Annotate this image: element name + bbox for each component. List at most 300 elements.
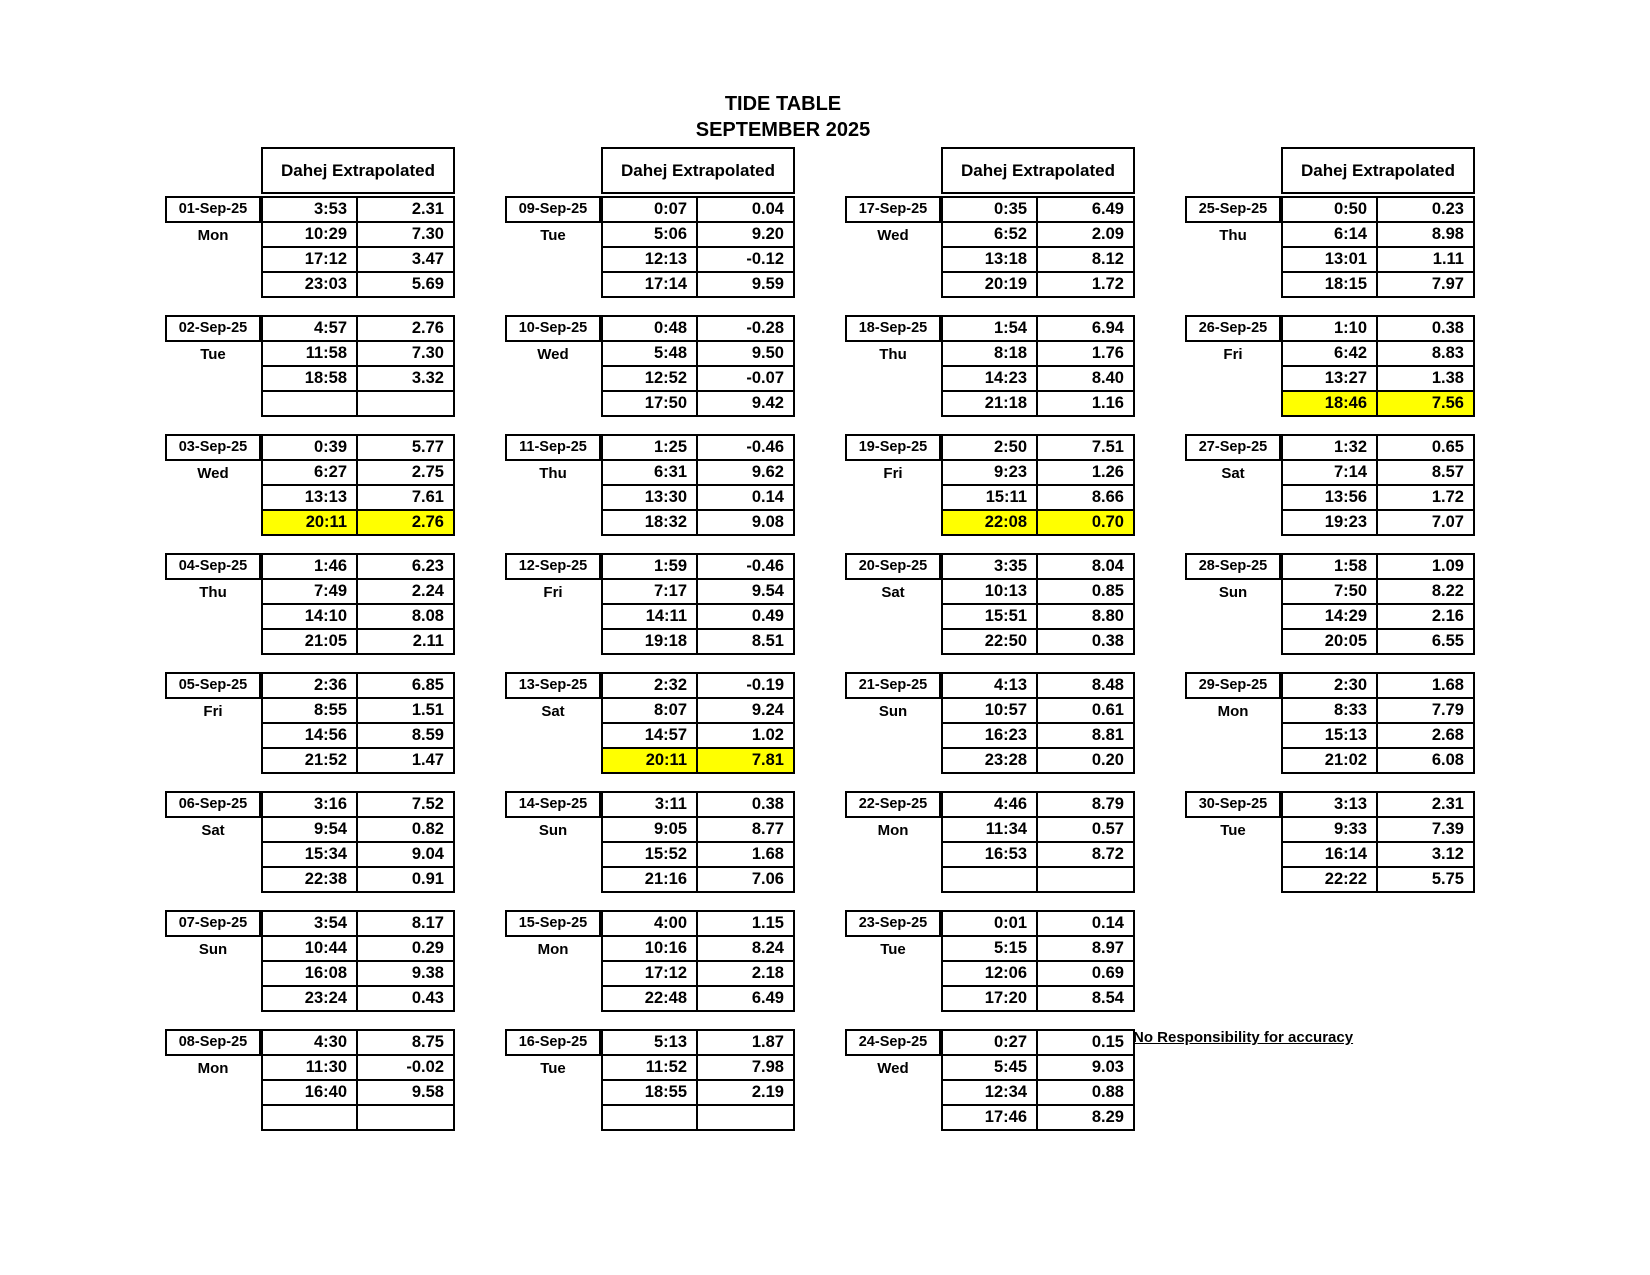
tide-height [356,1104,455,1131]
tide-rows [261,315,455,417]
tide-row [261,390,455,417]
tide-height: 6.23 [356,553,455,580]
day-label-column [845,196,941,298]
tide-row [941,747,1135,774]
tide-row [261,1104,455,1131]
day-label-column [845,672,941,774]
tide-row [261,985,455,1012]
weekday-label: Wed [877,1060,909,1077]
tide-height: 2.68 [1376,722,1475,749]
tide-row [941,985,1135,1012]
weekday-label: Mon [197,227,229,244]
tide-time: 23:24 [261,985,358,1012]
tide-height: 8.40 [1036,365,1135,392]
tide-time: 16:08 [261,960,358,987]
tide-time: 17:12 [261,246,358,273]
tide-row [941,960,1135,987]
tide-height [356,390,455,417]
day-block [1185,553,1475,655]
tide-row [261,578,455,605]
tide-height: -0.46 [696,434,795,461]
weekday-label: Sat [1221,465,1245,482]
tide-height: 1.11 [1376,246,1475,273]
tide-height: -0.07 [696,365,795,392]
tide-height: 2.75 [356,459,455,486]
tide-row [601,509,795,536]
weekday-label: Tue [540,1060,566,1077]
tide-row [1281,434,1475,461]
weekday-label: Sat [881,584,905,601]
tide-height: 1.15 [696,910,795,937]
tide-columns [165,147,1475,1148]
tide-time: 18:15 [1281,271,1378,298]
day-block [165,434,455,536]
tide-height: -0.19 [696,672,795,699]
weekday-label: Wed [197,465,229,482]
tide-row [601,628,795,655]
tide-row [1281,246,1475,273]
day-label-column [505,1029,601,1131]
title-line-2: SEPTEMBER 2025 [695,119,871,141]
tide-row [601,866,795,893]
day-label-column [165,791,261,893]
tide-time [601,1104,698,1131]
tide-row [261,365,455,392]
tide-row [261,271,455,298]
tide-height: 0.65 [1376,434,1475,461]
tide-time [261,1104,358,1131]
tide-time: 9:54 [261,816,358,843]
tide-row [261,722,455,749]
day-label-column [165,672,261,774]
tide-time: 5:48 [601,340,698,367]
tide-time: 22:48 [601,985,698,1012]
tide-height: 8.72 [1036,841,1135,868]
tide-height: 7.30 [356,221,455,248]
tide-time: 20:11 [261,509,358,536]
tide-time: 8:33 [1281,697,1378,724]
tide-row [1281,791,1475,818]
tide-rows [941,196,1135,298]
tide-time: 1:59 [601,553,698,580]
tide-height: 7.30 [356,340,455,367]
tide-rows [601,315,795,417]
tide-time: 5:45 [941,1054,1038,1081]
tide-time: 15:34 [261,841,358,868]
tide-time: 16:53 [941,841,1038,868]
tide-time: 7:50 [1281,578,1378,605]
tide-row [941,841,1135,868]
tide-row [1281,722,1475,749]
tide-time: 14:57 [601,722,698,749]
tide-rows [1281,434,1475,536]
date-label: 25-Sep-25 [1185,196,1281,223]
tide-row [601,1079,795,1106]
tide-row [941,1104,1135,1131]
tide-row [261,315,455,342]
weekday-label: Sun [198,941,228,958]
weekday-label: Mon [877,822,909,839]
tide-time: 0:07 [601,196,698,223]
tide-height: 3.12 [1376,841,1475,868]
tide-height: 8.66 [1036,484,1135,511]
tide-height: 7.61 [356,484,455,511]
date-label: 20-Sep-25 [845,553,941,580]
tide-height: 8.17 [356,910,455,937]
station-header [261,147,455,194]
date-label: 17-Sep-25 [845,196,941,223]
tide-row [941,459,1135,486]
tide-height: 8.80 [1036,603,1135,630]
tide-rows [261,1029,455,1131]
tide-time: 14:29 [1281,603,1378,630]
tide-row [941,866,1135,893]
date-label: 27-Sep-25 [1185,434,1281,461]
tide-height: 8.24 [696,935,795,962]
tide-height: 2.11 [356,628,455,655]
day-label-column [1185,196,1281,298]
date-label: 10-Sep-25 [505,315,601,342]
tide-row [941,484,1135,511]
weekday-label: Tue [200,346,226,363]
day-label-column [845,315,941,417]
day-block [1185,672,1475,774]
station-header-label: Dahej Extrapolated [621,160,775,180]
tide-column [505,147,795,1148]
tide-column [1185,147,1475,1148]
day-label-column [845,553,941,655]
tide-row [261,816,455,843]
day-block [505,434,795,536]
day-label-column [845,910,941,1012]
tide-row [601,672,795,699]
tide-height: 8.12 [1036,246,1135,273]
tide-time: 10:13 [941,578,1038,605]
tide-height: 9.20 [696,221,795,248]
day-block [165,315,455,417]
tide-height: 1.51 [356,697,455,724]
tide-rows [601,434,795,536]
tide-row [261,672,455,699]
tide-rows [941,910,1135,1012]
day-block [1185,434,1475,536]
tide-row [1281,697,1475,724]
tide-row [1281,816,1475,843]
tide-time: 23:03 [261,271,358,298]
tide-rows [941,672,1135,774]
tide-row [601,434,795,461]
tide-time: 0:48 [601,315,698,342]
weekday-label: Tue [1220,822,1246,839]
date-label: 08-Sep-25 [165,1029,261,1056]
day-block [165,196,455,298]
tide-height: 2.09 [1036,221,1135,248]
tide-rows [1281,791,1475,893]
tide-height: 9.62 [696,459,795,486]
tide-time: 18:58 [261,365,358,392]
tide-row [941,672,1135,699]
tide-row [941,910,1135,937]
tide-rows [1281,196,1475,298]
tide-row [261,1079,455,1106]
tide-row [941,271,1135,298]
date-label: 24-Sep-25 [845,1029,941,1056]
tide-height: 8.97 [1036,935,1135,962]
tide-row [601,390,795,417]
day-block [505,196,795,298]
day-label-column [1185,791,1281,893]
tide-time: 7:14 [1281,459,1378,486]
tide-row [601,791,795,818]
tide-height: 8.98 [1376,221,1475,248]
tide-time: 8:55 [261,697,358,724]
weekday-label: Sun [878,703,908,720]
tide-time: 10:44 [261,935,358,962]
tide-row [601,1054,795,1081]
tide-row [1281,578,1475,605]
day-label-column [165,553,261,655]
date-label: 13-Sep-25 [505,672,601,699]
tide-row [1281,390,1475,417]
tide-row [941,365,1135,392]
date-label: 21-Sep-25 [845,672,941,699]
tide-height: 3.47 [356,246,455,273]
tide-row [601,1029,795,1056]
date-label: 19-Sep-25 [845,434,941,461]
tide-time: 9:23 [941,459,1038,486]
day-block [505,672,795,774]
tide-time: 17:20 [941,985,1038,1012]
tide-row [601,246,795,273]
tide-row [1281,509,1475,536]
tide-time: 13:18 [941,246,1038,273]
tide-time: 13:01 [1281,246,1378,273]
tide-height: 9.50 [696,340,795,367]
tide-time: 3:11 [601,791,698,818]
tide-height: 0.20 [1036,747,1135,774]
tide-height: 9.08 [696,509,795,536]
day-label-column [1185,553,1281,655]
tide-row [1281,672,1475,699]
date-label: 26-Sep-25 [1185,315,1281,342]
tide-height: -0.02 [356,1054,455,1081]
tide-row [601,578,795,605]
tide-height: 2.31 [356,196,455,223]
day-block [165,553,455,655]
date-label: 29-Sep-25 [1185,672,1281,699]
tide-height: 5.77 [356,434,455,461]
tide-height: 3.32 [356,365,455,392]
tide-time: 21:18 [941,390,1038,417]
tide-time: 3:16 [261,791,358,818]
tide-time: 23:28 [941,747,1038,774]
tide-time: 6:31 [601,459,698,486]
tide-row [1281,841,1475,868]
tide-height: 9.03 [1036,1054,1135,1081]
tide-height: 1.68 [696,841,795,868]
tide-row [941,196,1135,223]
day-block [845,196,1135,298]
tide-time: 18:32 [601,509,698,536]
tide-row [261,246,455,273]
tide-time: 0:39 [261,434,358,461]
tide-height: 7.06 [696,866,795,893]
weekday-label: Sat [201,822,225,839]
tide-time: 12:52 [601,365,698,392]
tide-height: 0.29 [356,935,455,962]
tide-row [1281,603,1475,630]
tide-time: 17:46 [941,1104,1038,1131]
tide-time: 9:33 [1281,816,1378,843]
tide-height: 1.87 [696,1029,795,1056]
tide-time: 12:34 [941,1079,1038,1106]
tide-time: 8:18 [941,340,1038,367]
tide-row [601,221,795,248]
tide-row [601,747,795,774]
tide-height: 8.08 [356,603,455,630]
tide-height: 1.76 [1036,340,1135,367]
tide-time: 9:05 [601,816,698,843]
tide-time: 11:34 [941,816,1038,843]
tide-time: 19:18 [601,628,698,655]
tide-height: 0.23 [1376,196,1475,223]
date-label: 23-Sep-25 [845,910,941,937]
tide-row [261,221,455,248]
day-label-column [505,910,601,1012]
tide-height: 9.58 [356,1079,455,1106]
tide-row [941,722,1135,749]
tide-time: 1:25 [601,434,698,461]
tide-rows [261,672,455,774]
date-label: 14-Sep-25 [505,791,601,818]
tide-height: 8.79 [1036,791,1135,818]
weekday-label: Tue [880,941,906,958]
tide-height: 5.69 [356,271,455,298]
tide-height: 0.69 [1036,960,1135,987]
tide-time: 0:35 [941,196,1038,223]
tide-height: 0.38 [1036,628,1135,655]
tide-row [261,747,455,774]
tide-time: 13:30 [601,484,698,511]
tide-time: 10:29 [261,221,358,248]
tide-row [601,484,795,511]
weekday-label: Mon [537,941,569,958]
tide-row [941,434,1135,461]
date-label: 18-Sep-25 [845,315,941,342]
tide-row [941,315,1135,342]
date-label: 01-Sep-25 [165,196,261,223]
tide-height: 9.04 [356,841,455,868]
tide-time: 14:23 [941,365,1038,392]
tide-height: 7.39 [1376,816,1475,843]
day-block [845,910,1135,1012]
tide-row [601,459,795,486]
tide-time: 11:30 [261,1054,358,1081]
tide-height: 2.76 [356,509,455,536]
tide-time: 0:50 [1281,196,1378,223]
tide-rows [941,1029,1135,1131]
tide-height: 8.29 [1036,1104,1135,1131]
tide-height: 6.08 [1376,747,1475,774]
tide-row [261,935,455,962]
tide-time: 13:56 [1281,484,1378,511]
tide-time: 2:50 [941,434,1038,461]
tide-time: 6:27 [261,459,358,486]
tide-rows [601,672,795,774]
tide-rows [1281,315,1475,417]
weekday-label: Mon [197,1060,229,1077]
day-label-column [845,434,941,536]
weekday-label: Sun [1218,584,1248,601]
station-header-label: Dahej Extrapolated [281,160,435,180]
day-block [165,672,455,774]
weekday-label: Sun [538,822,568,839]
tide-row [261,910,455,937]
tide-column [845,147,1135,1148]
tide-time: 5:13 [601,1029,698,1056]
tide-time: 11:52 [601,1054,698,1081]
tide-rows [601,1029,795,1131]
day-block [505,910,795,1012]
day-label-column [845,791,941,893]
tide-time: 1:10 [1281,315,1378,342]
tide-height: 2.24 [356,578,455,605]
tide-height: 8.57 [1376,459,1475,486]
tide-height: 8.48 [1036,672,1135,699]
tide-height: 1.68 [1376,672,1475,699]
tide-height: 0.14 [1036,910,1135,937]
tide-rows [261,196,455,298]
tide-row [601,315,795,342]
tide-row [601,722,795,749]
day-block [845,1029,1135,1131]
tide-row [1281,553,1475,580]
tide-time: 8:07 [601,697,698,724]
tide-rows [1281,672,1475,774]
tide-height: 6.49 [1036,196,1135,223]
tide-time: 20:19 [941,271,1038,298]
tide-row [1281,315,1475,342]
tide-row [261,960,455,987]
tide-height [1036,866,1135,893]
day-label-column [1185,672,1281,774]
tide-height: 0.82 [356,816,455,843]
tide-height: 2.16 [1376,603,1475,630]
tide-height: 7.51 [1036,434,1135,461]
tide-time: 13:13 [261,484,358,511]
weekday-label: Tue [540,227,566,244]
tide-rows [601,553,795,655]
tide-time [941,866,1038,893]
tide-height: 9.42 [696,390,795,417]
weekday-label: Fri [1223,346,1243,363]
day-block [165,1029,455,1131]
tide-row [261,791,455,818]
day-label-column [845,1029,941,1131]
day-label-column [505,791,601,893]
tide-height: 8.51 [696,628,795,655]
tide-time: 21:16 [601,866,698,893]
tide-row [941,791,1135,818]
tide-row [601,553,795,580]
tide-height: 2.19 [696,1079,795,1106]
day-label-column [165,315,261,417]
date-label: 05-Sep-25 [165,672,261,699]
tide-time: 3:13 [1281,791,1378,818]
tide-height: 0.91 [356,866,455,893]
tide-height: 0.14 [696,484,795,511]
tide-height: 0.38 [1376,315,1475,342]
